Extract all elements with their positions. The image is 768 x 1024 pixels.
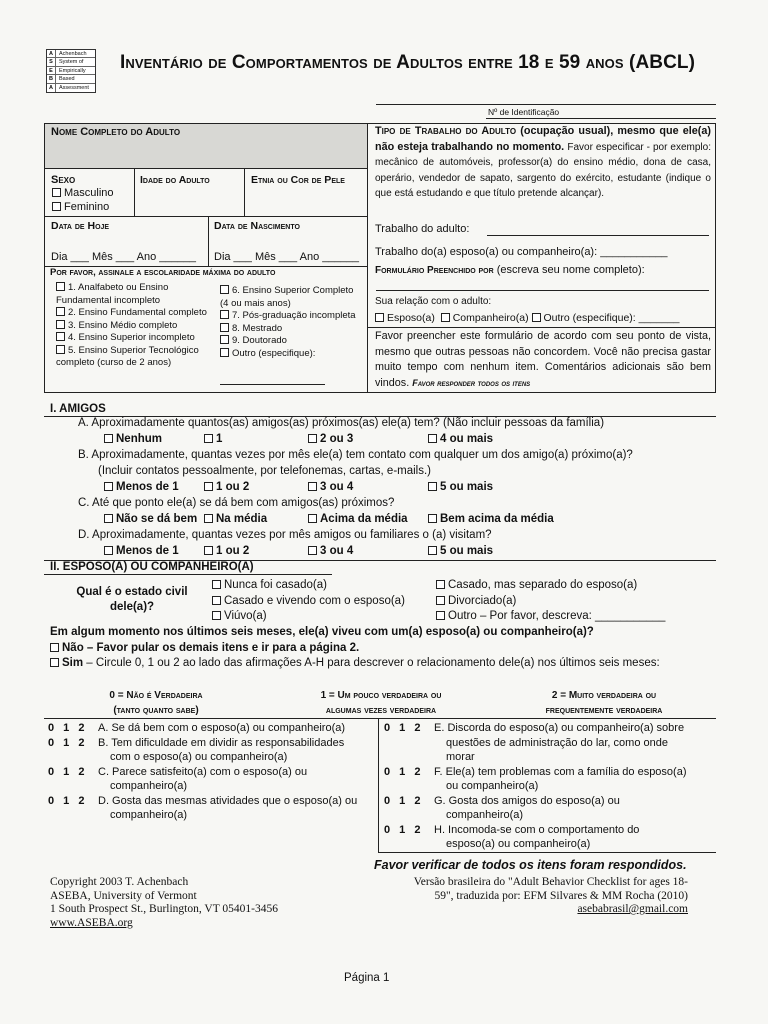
rating-item-line: H. Incomoda-se com o comportamento do xyxy=(434,823,640,836)
friends-option-label: Nenhum xyxy=(116,433,162,445)
checkbox[interactable] xyxy=(436,611,445,620)
friends-option[interactable] xyxy=(428,513,554,525)
sex-option-female[interactable]: Feminino xyxy=(52,201,109,213)
education-option-label: 7. Pós-graduação incompleta xyxy=(232,310,356,321)
education-option-label: 2. Ensino Fundamental completo xyxy=(68,307,207,318)
scale-legend-item xyxy=(492,688,716,718)
footer-line: Versão brasileira do "Adult Behavior Checklist for ages 18- xyxy=(413,876,688,888)
rating-item-line: D. Gosta das mesmas atividades que o esposo(a) ou xyxy=(98,794,358,807)
scale-legend-item xyxy=(44,688,268,718)
sex-option-male[interactable]: Masculino xyxy=(52,187,114,199)
logo-word: Based xyxy=(59,76,75,83)
rating-item-text xyxy=(98,765,378,794)
checkbox[interactable] xyxy=(308,482,317,491)
logo-row xyxy=(47,84,95,92)
education-option[interactable] xyxy=(56,345,210,370)
checkbox[interactable] xyxy=(428,546,437,555)
checkbox[interactable] xyxy=(428,514,437,523)
rating-scores[interactable]: 0 1 2 xyxy=(48,794,88,807)
friends-option[interactable] xyxy=(308,481,353,493)
friends-question-note: (Incluir contatos pessoalmente, por telefonemas, cartas, e-mails.) xyxy=(98,465,432,477)
friends-option[interactable] xyxy=(104,481,179,493)
items-left-col xyxy=(48,721,378,823)
checkbox[interactable] xyxy=(220,285,229,294)
rating-item-line: esposo(a) ou companheiro(a) xyxy=(446,838,591,850)
checkbox[interactable] xyxy=(56,332,65,341)
work-title: Tipo de Trabalho do Adulto xyxy=(375,125,517,137)
footer-line: 1 South Prospect St., Burlington, VT 05401-3456 xyxy=(50,903,278,915)
logo-letter: B xyxy=(47,75,56,82)
friends-option[interactable] xyxy=(204,545,249,557)
page-title: Inventário de Comportamentos de Adultos entre 18 e 59 anos (ABCL) xyxy=(120,52,696,73)
education-option[interactable] xyxy=(220,310,362,323)
checkbox[interactable] xyxy=(52,188,61,197)
checkbox[interactable] xyxy=(56,307,65,316)
relation-label: Sua relação com o adulto: xyxy=(375,296,492,307)
education-option-label: Outro (especifique): xyxy=(232,347,316,359)
checkbox[interactable] xyxy=(204,482,213,491)
rating-scores[interactable]: 0 1 2 xyxy=(384,823,424,836)
scale-description: (tanto quanto sabe) xyxy=(113,705,199,716)
ethnicity-label: Etnia ou Cor de Pele xyxy=(251,174,345,186)
checkbox[interactable] xyxy=(56,345,65,354)
checkbox[interactable] xyxy=(308,514,317,523)
education-option[interactable] xyxy=(56,320,210,333)
education-option[interactable] xyxy=(56,307,210,320)
rating-item-text xyxy=(98,736,378,765)
checkbox[interactable] xyxy=(428,434,437,443)
logo-letter: S xyxy=(47,58,56,65)
logo-letter: A xyxy=(47,84,56,92)
checkbox[interactable] xyxy=(212,611,221,620)
rating-scale-legend xyxy=(44,688,716,718)
page-number: Página 1 xyxy=(344,972,390,984)
friends-option-label: 1 ou 2 xyxy=(216,545,250,557)
checkbox[interactable] xyxy=(104,482,113,491)
birth-date-label: Data de Nascimento xyxy=(214,220,300,232)
rating-item-line: questões de administração do lar, como onde xyxy=(446,736,668,749)
rating-item-text xyxy=(434,794,714,823)
friends-option[interactable] xyxy=(104,545,179,557)
rating-item-line: B. Tem dificuldade em dividir as responsabilidades xyxy=(98,736,345,749)
civil-status-label: Nunca foi casado(a) xyxy=(224,579,327,591)
logo-letter: E xyxy=(47,67,56,74)
checkbox[interactable] xyxy=(220,348,229,357)
friends-option[interactable] xyxy=(104,513,197,525)
checkbox[interactable] xyxy=(56,282,65,291)
rating-item-line: companheiro(a) xyxy=(110,780,188,792)
footer-copyright xyxy=(50,876,278,930)
scale-value: 0 = Não é Verdadeira xyxy=(109,690,203,701)
scale-value: 1 = Um pouco verdadeira ou xyxy=(320,690,442,701)
friends-option-label: Não se dá bem xyxy=(116,513,198,525)
checkbox[interactable] xyxy=(220,323,229,332)
checkbox[interactable] xyxy=(50,658,59,667)
rating-item-line: companheiro(a) xyxy=(446,809,524,821)
work-text: Favor especificar - por exemplo: mecânico de automóveis, professor(a) do ensino médio, dona de casa, operário, vendedor de sapato, sargento do exército, estudante (indique o que está estudando e que título pretende alcançar). xyxy=(375,141,711,199)
adult-work-field[interactable]: Trabalho do adulto: xyxy=(375,223,470,235)
civil-status-label: Casado, mas separado do esposo(a) xyxy=(448,579,638,591)
footer-email[interactable]: asebabrasil@gmail.com xyxy=(577,903,688,915)
friends-option-label: 5 ou mais xyxy=(440,545,494,557)
friends-option-label: 4 ou mais xyxy=(440,433,494,445)
friends-option[interactable] xyxy=(204,481,249,493)
education-option[interactable] xyxy=(220,323,362,336)
friends-question: C. Até que ponto ele(a) se dá bem com amigos(as) próximos? xyxy=(78,497,395,509)
education-left-col xyxy=(56,282,210,370)
friends-option-label: 3 ou 4 xyxy=(320,481,354,493)
checkbox[interactable] xyxy=(104,546,113,555)
checkbox[interactable] xyxy=(212,596,221,605)
name-label: Nome Completo do Adulto xyxy=(51,126,181,138)
friends-option-label: 1 xyxy=(216,433,223,445)
friends-question: D. Aproximadamente, quantas vezes por mês amigos ou familiares o (a) visitam? xyxy=(78,529,492,541)
rating-scores[interactable]: 0 1 2 xyxy=(384,722,424,734)
education-option-label: 8. Mestrado xyxy=(232,322,283,334)
scale-description: frequentemente verdadeira xyxy=(545,705,663,716)
rating-scores[interactable]: 0 1 2 xyxy=(48,765,88,778)
rating-item-text xyxy=(434,721,714,765)
civil-status-label: Viúvo(a) xyxy=(224,610,267,622)
items-right-col xyxy=(384,721,714,852)
checkbox[interactable] xyxy=(104,434,113,443)
rating-item-text xyxy=(98,721,378,736)
education-option-label: 6. Ensino Superior Completo (4 ou mais anos) xyxy=(220,285,354,309)
education-option-label: 5. Ensino Superior Tecnológico completo (curso de 2 anos) xyxy=(56,344,199,368)
rating-item xyxy=(48,721,378,736)
friends-option[interactable] xyxy=(204,513,267,525)
friends-option-label: Menos de 1 xyxy=(116,481,179,493)
rating-item xyxy=(48,794,378,823)
age-label: Idade do Adulto xyxy=(140,174,210,186)
aseba-logo xyxy=(46,49,96,93)
logo-word: Assessment xyxy=(59,84,89,91)
friends-option[interactable] xyxy=(204,433,222,445)
checkbox[interactable] xyxy=(52,202,61,211)
relation-options: Esposo(a) Companheiro(a) Outro (especifique): _______ xyxy=(375,312,680,324)
education-option-label: 4. Ensino Superior incompleto xyxy=(68,332,195,343)
logo-row xyxy=(47,67,95,75)
friends-option[interactable] xyxy=(104,433,162,445)
scale-description: algumas vezes verdadeira xyxy=(325,705,437,716)
friends-option-label: 2 ou 3 xyxy=(320,433,354,445)
friends-option[interactable] xyxy=(308,513,408,525)
education-option[interactable] xyxy=(220,285,362,310)
rating-item xyxy=(48,765,378,794)
education-option[interactable] xyxy=(56,332,210,345)
footer-line: 59", traduzida por: EFM Silvares & MM Rocha (2010) xyxy=(434,889,688,902)
rating-item-line: com o esposo(a) ou companheiro(a) xyxy=(110,751,288,763)
friends-option-label: 1 ou 2 xyxy=(216,481,250,493)
logo-row xyxy=(47,75,95,83)
id-number-label: Nº de Identificação xyxy=(488,107,560,117)
education-title: Por favor, assinale a escolaridade máxima do adulto xyxy=(50,267,276,278)
option-no[interactable]: Não – Favor pular os demais itens e ir para a página 2. xyxy=(50,642,359,654)
friends-option[interactable] xyxy=(308,545,353,557)
rating-item-line: A. Se dá bem com o esposo(a) ou companheiro(a) xyxy=(98,722,346,734)
rating-scores[interactable]: 0 1 2 xyxy=(48,722,88,734)
civil-status-label: Casado e vivendo com o esposo(a) xyxy=(224,594,405,607)
checkbox[interactable] xyxy=(436,596,445,605)
logo-row xyxy=(47,50,95,58)
friends-option-label: 3 ou 4 xyxy=(320,545,354,557)
rating-item-text xyxy=(434,765,714,794)
checkbox[interactable] xyxy=(375,313,384,322)
footer-translation xyxy=(380,876,688,917)
rating-item xyxy=(384,765,714,794)
footer-link[interactable]: www.ASEBA.org xyxy=(50,916,133,929)
today-date-label: Data de Hoje xyxy=(51,220,110,232)
civil-status-option[interactable] xyxy=(436,578,665,594)
friends-option-label: Bem acima da média xyxy=(440,513,554,525)
education-right-col xyxy=(220,285,362,360)
rating-item-text xyxy=(434,823,714,852)
education-option-label: 1. Analfabeto ou Ensino Fundamental incompleto xyxy=(56,282,169,306)
rating-item xyxy=(384,721,714,765)
civil-status-option[interactable] xyxy=(436,609,665,625)
civil-status-option[interactable] xyxy=(212,609,405,625)
rating-item-line: E. Discorda do esposo(a) ou companheiro(a) sobre xyxy=(434,722,685,734)
education-option-label: 3. Ensino Médio completo xyxy=(68,319,178,331)
checkbox[interactable] xyxy=(50,643,59,652)
checkbox[interactable] xyxy=(204,514,213,523)
education-option[interactable] xyxy=(220,335,362,348)
friends-heading: I. AMIGOS xyxy=(50,403,106,415)
friends-option[interactable] xyxy=(428,545,493,557)
civil-status-col2 xyxy=(436,578,665,625)
friends-question: B. Aproximadamente, quantas vezes por mês ele(a) tem contato com qualquer um dos amigo(a) próximo(a)? xyxy=(78,449,633,461)
education-option[interactable] xyxy=(220,348,362,361)
rating-scores[interactable]: 0 1 2 xyxy=(48,736,88,749)
rating-item-line: F. Ele(a) tem problemas com a família do esposo(a) xyxy=(434,765,687,778)
logo-word: Achenbach xyxy=(59,51,87,57)
checkbox[interactable] xyxy=(204,434,213,443)
today-date-field[interactable]: Dia ___ Mês ___ Ano ______ xyxy=(51,251,196,263)
rating-item-line: companheiro(a) xyxy=(110,809,188,821)
scale-value: 2 = Muito verdadeira ou xyxy=(551,690,657,701)
rating-item-line: morar xyxy=(446,751,475,763)
education-option-label: 9. Doutorado xyxy=(232,335,287,346)
logo-word: Empirically xyxy=(59,67,86,74)
footer-line: ASEBA, University of Vermont xyxy=(50,889,197,902)
last-six-months-question: Em algum momento nos últimos seis meses, ele(a) viveu com um(a) esposo(a) ou companheiro(a)? xyxy=(50,626,594,638)
civil-status-question: Qual é o estado civil dele(a)? xyxy=(76,586,188,613)
work-bold: (ocupação usual), mesmo que ele(a) não esteja trabalhando no momento. xyxy=(375,125,712,153)
logo-row xyxy=(47,58,95,66)
checkbox[interactable] xyxy=(441,313,450,322)
civil-status-col1 xyxy=(212,578,405,625)
checkbox[interactable] xyxy=(204,546,213,555)
birth-date-field[interactable]: Dia ___ Mês ___ Ano ______ xyxy=(214,251,359,263)
scale-legend-item xyxy=(269,688,493,718)
checkbox[interactable] xyxy=(532,313,541,322)
checkbox[interactable] xyxy=(104,514,113,523)
instructions: Favor preencher este formulário de acordo com seu ponto de vista, mesmo que outras pessoas não concordem. Você não precisa gastar muito tempo com nenhum item. Comentários adicionais são bem vindos. Favor responder todos os itens xyxy=(375,330,711,389)
footer-line: Copyright 2003 T. Achenbach xyxy=(50,876,189,888)
logo-letter: A xyxy=(47,50,56,57)
checkbox[interactable] xyxy=(428,482,437,491)
friends-option-label: 5 ou mais xyxy=(440,481,494,493)
rating-item xyxy=(48,736,378,765)
work-description xyxy=(375,124,711,202)
checkbox[interactable] xyxy=(308,434,317,443)
friends-option[interactable] xyxy=(428,481,493,493)
checkbox[interactable] xyxy=(308,546,317,555)
friends-option[interactable] xyxy=(308,433,353,445)
sex-label: Sexo xyxy=(51,174,76,186)
friends-option[interactable] xyxy=(428,433,493,445)
civil-status-label: Divorciado(a) xyxy=(448,594,517,607)
checkbox[interactable] xyxy=(56,320,65,329)
checkbox[interactable] xyxy=(220,310,229,319)
friends-option-label: Menos de 1 xyxy=(116,545,179,557)
rating-item-line: C. Parece satisfeito(a) com o esposo(a) ou xyxy=(98,765,308,778)
rating-item xyxy=(384,794,714,823)
rating-item-line: G. Gosta dos amigos do esposo(a) ou xyxy=(434,794,620,807)
rating-item-line: ou companheiro(a) xyxy=(446,780,539,792)
option-yes[interactable]: Sim – Circule 0, 1 ou 2 ao lado das afirmações A-H para descrever o relacionamento dele(a) nos últimos seis meses: xyxy=(50,657,660,669)
partner-work-field[interactable]: Trabalho do(a) esposo(a) ou companheiro(a): ___________ xyxy=(375,246,668,258)
spouse-heading: II. ESPOSO(A) OU COMPANHEIRO(A) xyxy=(50,561,254,573)
civil-status-label: Outro – Por favor, descreva: ___________ xyxy=(448,610,666,622)
education-option[interactable] xyxy=(56,282,210,307)
rating-item xyxy=(384,823,714,852)
friends-question: A. Aproximadamente quantos(as) amigos(as) próximos(as) ele(a) tem? (Não incluir pessoas da família) xyxy=(78,417,605,429)
friends-option-label: Acima da média xyxy=(320,513,408,525)
rating-scores[interactable]: 0 1 2 xyxy=(384,794,424,807)
civil-status-option[interactable] xyxy=(212,578,405,594)
friends-option-label: Na média xyxy=(216,513,268,525)
rating-scores[interactable]: 0 1 2 xyxy=(384,765,424,778)
filled-by: Formulário Preenchido por (escreva seu nome completo): xyxy=(375,264,645,276)
civil-status-option[interactable] xyxy=(436,594,665,610)
checkbox[interactable] xyxy=(212,580,221,589)
rating-item-text xyxy=(98,794,378,823)
verify-note: Favor verificar de todos os itens foram respondidos. xyxy=(374,858,687,872)
civil-status-option[interactable] xyxy=(212,594,405,610)
checkbox[interactable] xyxy=(436,580,445,589)
logo-word: System of xyxy=(59,59,84,66)
checkbox[interactable] xyxy=(220,335,229,344)
